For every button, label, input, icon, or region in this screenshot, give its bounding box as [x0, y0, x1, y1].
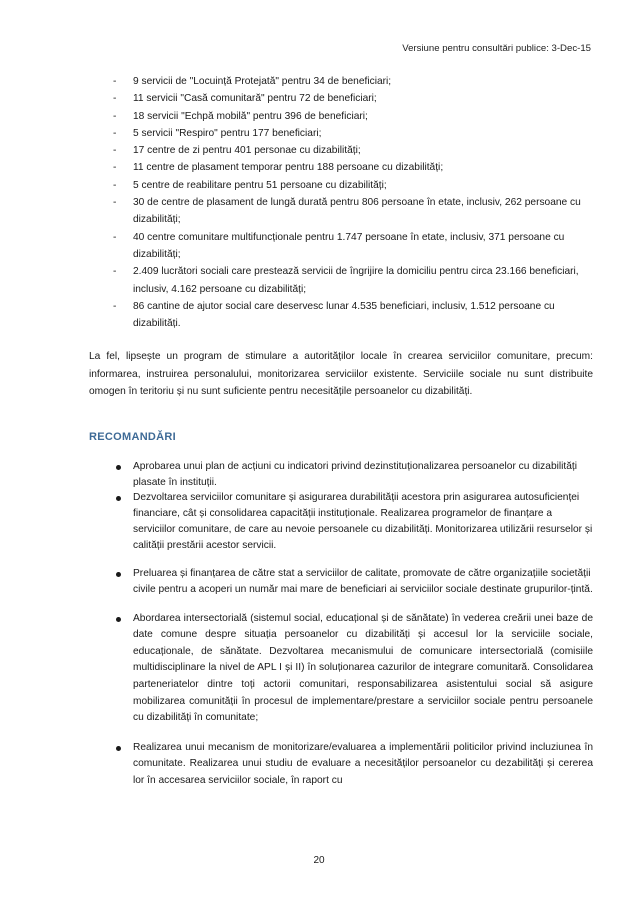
dash-marker: -: [113, 93, 117, 105]
dash-marker: -: [113, 145, 117, 157]
recommendation-text: Preluarea și finanțarea de către stat a serviciilor de calitate, promovate de către organizațiile societății civile pentru a acoperi un număr mai mare de beneficiari ai serviciilor sociale destinate grupurilor-țintă.: [133, 568, 593, 595]
body-paragraph: La fel, lipsește un program de stimulare a autorităților locale în crearea serviciilor comunitare, precum: informarea, instruirea personalului, monitorizarea serviciilor existente. Serviciile sociale nu sunt distribuite omogen în teritoriu și nu sunt suficiente pentru necesitățile persoanelor cu dizabilități.: [89, 351, 593, 398]
list-item: [113, 73, 593, 90]
dash-marker: -: [113, 300, 117, 312]
list-item: [113, 90, 593, 107]
bullet-icon: [116, 746, 121, 751]
dash-marker: -: [113, 231, 117, 243]
recommendation-item: [113, 740, 593, 790]
spacer: [113, 727, 593, 740]
list-item: [113, 142, 593, 159]
page-number: 20: [313, 855, 325, 866]
list-item-text: 30 de centre de plasament de lungă durată pentru 806 persoane în etate, inclusiv, 262 persoane cu dizabilități;: [133, 197, 581, 226]
list-item-text: 11 centre de plasament temporar pentru 188 persoane cu dizabilități;: [133, 162, 444, 174]
list-item-text: 17 centre de zi pentru 401 personae cu dizabilități;: [133, 145, 361, 157]
bullet-icon: [116, 617, 121, 622]
list-item: [113, 263, 593, 298]
dash-marker: -: [113, 266, 117, 278]
list-item-text: 86 cantine de ajutor social care deservesc lunar 4.535 beneficiari, inclusiv, 1.512 persoane cu dizabilități.: [133, 300, 555, 330]
list-item-text: 2.409 lucrători sociali care prestează servicii de îngrijire la domiciliu pentru circa 23.166 beneficiari, inclusiv, 4.162 persoane cu dizabilități;: [133, 266, 579, 295]
dash-marker: -: [113, 179, 117, 191]
list-item: [113, 159, 593, 176]
list-item: [113, 108, 593, 125]
recommendations-list: [113, 459, 593, 790]
list-item: [113, 125, 593, 142]
list-item: [113, 298, 593, 333]
dash-marker: -: [113, 197, 117, 209]
spacer: [113, 553, 593, 566]
recommendation-text: Abordarea intersectorială (sistemul social, educațional și de sănătate) în vederea creării unei baze de date comune despre situația persoanelor cu dizabilități și accesul lor la serviciile sociale, educaționale, de sănătate. Dezvoltarea mecanismului de comunicare intersectorială (comisiile multidisciplinare la nivel de APL I și II) în soluționarea cazurilor de integrare comunitară. Consolidarea parteneriatelor dintre toți actorii comunitari, responsabilizarea asistentului social să asigure mobilizarea comunității în procesul de implementare/prestare a serviciilor sociale pentru persoanele cu dizabilități în comunitate;: [133, 612, 593, 724]
recommendation-text: Aprobarea unui plan de acțiuni cu indicatori privind dezinstituționalizarea persoanelor cu dizabilități plasate în instituții.: [133, 461, 577, 488]
recommendation-item: [113, 490, 593, 553]
recommendation-item: [113, 566, 593, 597]
recommendation-item: [113, 459, 593, 490]
recommendation-text: Dezvoltarea serviciilor comunitare și asigurarea durabilității acestora prin asigurarea autosuficienței financiare, cât și consolidarea capacității instituționale. Realizarea programelor de finanțare a serviciilor comunitare, de care au nevoie persoanele cu dizabilități. Monitorizarea utilizării resurselor și calității prestării acestor servicii.: [133, 492, 593, 551]
dash-marker: -: [113, 110, 117, 122]
list-item: [113, 177, 593, 194]
dash-marker: -: [113, 76, 117, 87]
recommendation-item: [113, 611, 593, 727]
list-item-text: 11 servicii "Casă comunitară" pentru 72 de beneficiari;: [133, 93, 377, 105]
list-item: [113, 229, 593, 264]
spacer: [113, 598, 593, 611]
list-item-text: 9 servicii de "Locuință Protejată" pentru 34 de beneficiari;: [133, 76, 392, 87]
bullet-icon: [116, 465, 121, 470]
bullet-icon: [116, 572, 121, 577]
list-item-text: 18 servicii "Echpă mobilă" pentru 396 de beneficiari;: [133, 110, 368, 122]
dash-marker: -: [113, 127, 117, 139]
list-item-text: 5 centre de reabilitare pentru 51 persoane cu dizabilități;: [133, 179, 387, 191]
section-heading: RECOMANDĂRI: [89, 431, 177, 443]
dash-marker: -: [113, 162, 117, 174]
services-list: [113, 73, 593, 332]
page-header: Versiune pentru consultări publice: 3-Dec-15: [402, 43, 591, 54]
list-item-text: 5 servicii "Respiro" pentru 177 beneficiari;: [133, 127, 322, 139]
list-item-text: 40 centre comunitare multifuncționale pentru 1.747 persoane în etate, inclusiv, 371 persoane cu dizabilități;: [133, 231, 565, 260]
bullet-icon: [116, 496, 121, 501]
list-item: [113, 194, 593, 229]
recommendation-text: Realizarea unui mecanism de monitorizare/evaluarea a implementării politicilor privind incluziunea în comunitate. Realizarea unui studiu de evaluare a necesităților persoanelor cu dezabilități și cererea lor în accesarea serviciilor sociale, în raport cu: [133, 741, 593, 786]
